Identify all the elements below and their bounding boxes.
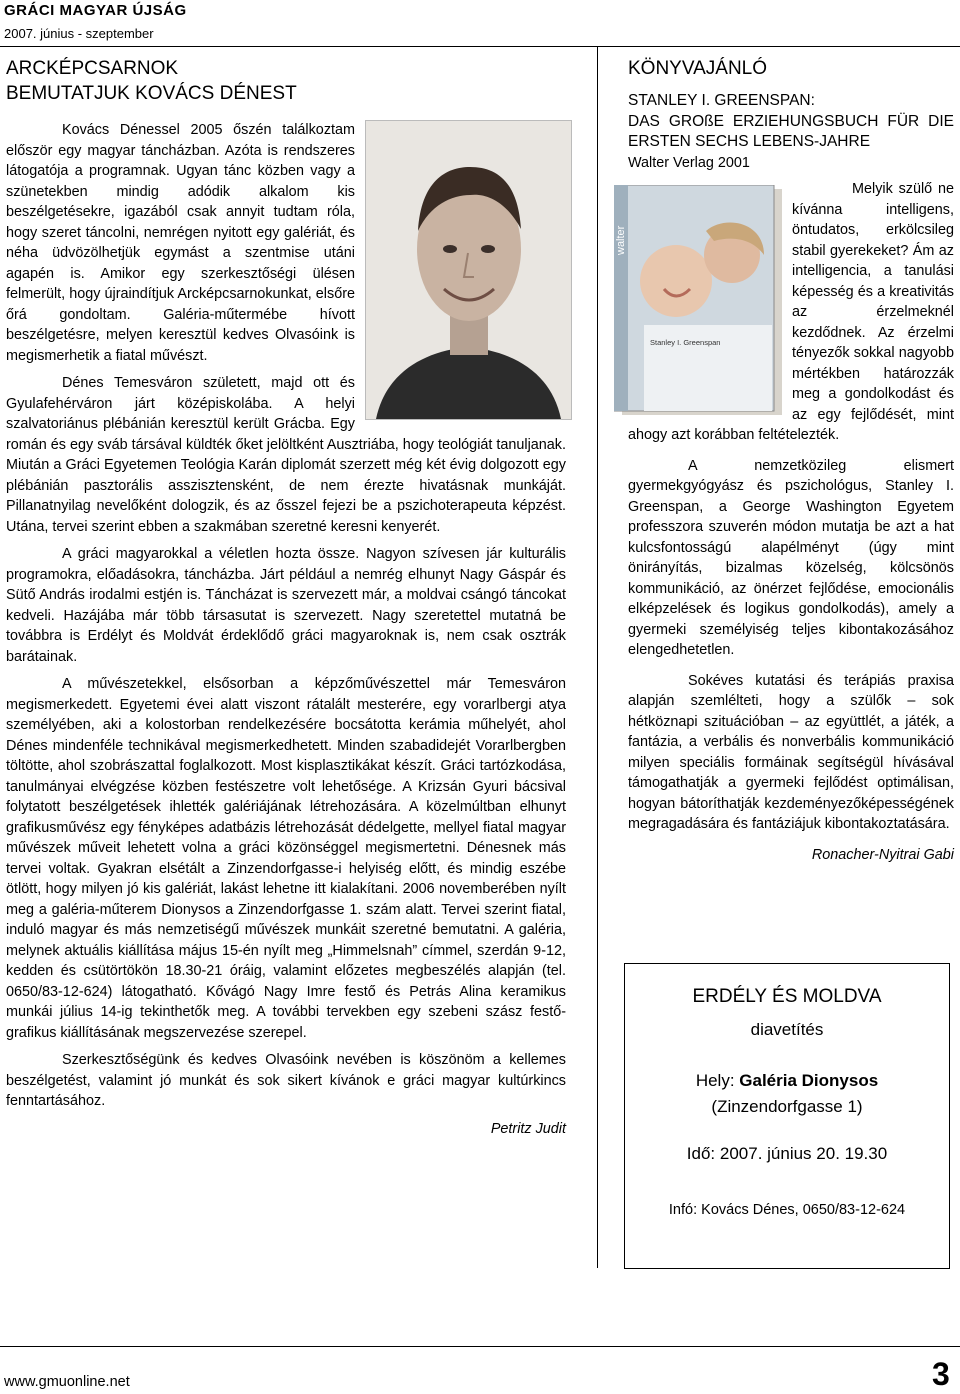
- book-cover-image: [614, 185, 784, 417]
- article-paragraph: A gráci magyarokkal a véletlen hozta össze. Nagyon szívesen jár kulturális programokra, előadásokra, táncházba. Járt például a nemrég elhunyt Nagy Gáspár és Sütő András irodalmi estjén is. Táncházat is szervezett már, a moldvai csángó táncokat kedveli. Hazájába már több társasutat is szervezett. Nagy szeretettel mutatná be továbbra is Erdélyt és Moldvát érdeklődő gráci magyaroknak is, nem csak osztrák barátainak.: [6, 546, 566, 665]
- review-paragraph: Sokéves kutatási és terápiás praxisa alapján szemlélteti, hogy a szülők – sok hétköznapi szituációban – az együttlét, a játék, a fantázia, a verbális és nonverbális kommunikáció milyen speciális formáinak segítségül hívásával támogathatják a gyermeki fejlődést optimálisan, hogyan bátoríthatják kezdeményezőképességének megragadására és fantáziájuk kibontakoztatására.: [628, 672, 954, 832]
- portrait-photo: [365, 120, 572, 420]
- book-section-title: KÖNYVAJÁNLÓ: [628, 58, 768, 79]
- article-column: [6, 56, 566, 1139]
- article-paragraph: Szerkesztőségünk és kedves Olvasóink nevében is köszönöm a kellemes beszélgetést, valamint jó munkát és sok sikert kívánok e gráci magyar kultúrkincs fenntartásához.: [6, 1052, 566, 1109]
- book-cover-author: Stanley I. Greenspan: [650, 338, 721, 347]
- event-venue: [625, 1071, 949, 1091]
- event-subtitle: diavetítés: [750, 1020, 824, 1039]
- book-author: STANLEY I. GREENSPAN:: [628, 92, 815, 109]
- footer-rule: [0, 1346, 960, 1347]
- header-rule: [0, 46, 960, 47]
- newspaper-title: GRÁCI MAGYAR ÚJSÁG: [4, 2, 187, 19]
- article-paragraph: Dénes Temesváron született, majd ott és Gyulafehérváron járt középiskolába. A helyi szalvatoriánus plébánián keresztül került Grácba. Egy román és egy sváb társával küldték őket jelöltként Ausztriába, hogy teológiát tanuljanak. Miután a Gráci Egyetemen Teológia Karán diplomát szerzett még két évig dolgozott egy plébánián pasztorális asszisztensként, de nem érezte hivatásnak munkáját. Pillanatnyilag nevelőként dologzik, és az ősszel fejezi be a pszichoterapeuta képzést. Utána, tervei szerint ebben a szakmában szeretné keresni kenyerét.: [6, 375, 566, 535]
- event-info: Infó: Kovács Dénes, 0650/83-12-624: [668, 1202, 906, 1218]
- event-time: Idő: 2007. június 20. 19.30: [686, 1144, 888, 1163]
- event-title: ERDÉLY ÉS MOLDVA: [692, 986, 882, 1007]
- article-paragraph: Kovács Dénessel 2005 őszén találkoztam először egy magyar táncházban. Azóta is rendszeres látogatója a programnak. Ugyan tánc közben vagy a szünetekben mindig adódik alkalom kis beszélgetésekre, igazából csak annyit tudtam róla, hogy szeret táncolni, nemrégen nyitott egy galériát, és néha üdvözölhetjük egymást a szentmise utáni agapén is. Amikor egy szerkesztőségi ülésen felmerült, hogy újraindítjuk Arcképcsarnokunkat, elsőre őrá gondoltam. Galéria-műtermébe hívott beszélgetésre, melyen keresztül kedves Olvasóink is megismerhetik a fiatal művészt.: [6, 122, 355, 364]
- article-title: BEMUTATJUK KOVÁCS DÉNEST: [6, 83, 297, 104]
- article-paragraph: A művészetekkel, elsősorban a képzőművészettel már Temesváron megismerkedett. Egyetemi évei alatt viszont rátalált mesterére, egy vorarlbergi atya személyében, aki a kolostorban rendelkezésére bocsátotta kerámia műhelyét, ahol Dénes mindenféle technikával megismerkedhetett. Minden szabadidejét Vorarlbergben töltötte, ahol szobrászattal foglalkozott. Most kisplasztikákat készít. Gráci tartózkodása, tanulmányai elvégzése közben festészetre volt lehetősége. A Krizsán Gyuri bácsival folytatott beszélgetések ihlették galériájának létrehozására. A közelmúltban elhunyt grafikusművész egy fényképes adatbázis létrehozását dédelgette, mellyel fiatal magyar művészek műveit lehetett volna a gráci közönséggel megismertetni. Dénesnek más tervei voltak. Gyakran elsétált a Zinzendorfgasse-i helyiség előtt, és mindig eszébe ötlött, hogy milyen jó kis galériát, lakást lehetne itt kialakítani. 2006 novemberében nyílt meg a galéria-műterem Dionysos a Zinzendorfgasse 1. szám alatt. Tervei szerint fiatal, induló magyar és más nemzetiségű művészek munkáit szeretné bemutatni. A galéria, melynek aktuális kiállítása május 15-én nyílt meg „Himmelsnah” címmel, szerdán 9-12, kedden és csütörtökön 18.30-21 óráig, valamint előzetes megbeszélés alapján (tel. 0650/83-12-624) látogatható. Kővágó Nagy Imre festő és Petrás Alina keramikus munkái július 14-ig tekinthetők meg. A további tervekben egy szebeni szász festő-grafikus kiállításának megszervezése szerepel.: [6, 676, 566, 1041]
- event-address: (Zinzendorfgasse 1): [711, 1097, 863, 1116]
- book-cover-brand: walter: [615, 225, 627, 255]
- review-paragraph: Melyik szülő ne kívánna intelligens, öntudatos, erkölcsileg stabil gyerekeket? Ám az intelligencia, a tanulási képesség és a kreativitás az érzelmeknél kezdődnek. Az érzelmi tényezők sokkal nagyobb mértékben határozzák meg a gondolkodást és az egy fejlődését, mint ahogy azt korábban feltételezték.: [628, 181, 954, 443]
- article-section-title: ARCKÉPCSARNOK: [6, 58, 179, 79]
- event-announcement-box: [624, 963, 950, 1269]
- book-publisher: Walter Verlag 2001: [628, 154, 750, 171]
- book-title: DAS GROßE ERZIEHUNGSBUCH FÜR DIE ERSTEN SECHS LEBENS-JAHRE: [628, 112, 954, 150]
- page-number: 3: [932, 1356, 950, 1392]
- column-divider: [597, 46, 598, 1268]
- book-review-column: [615, 56, 954, 865]
- venue-label: Hely:: [695, 1071, 740, 1090]
- venue-name: Galéria Dionysos: [739, 1071, 879, 1090]
- review-paragraph: A nemzetközileg elismert gyermekgyógyász és pszichológus, Stanley I. Greenspan, a George Washington Egyetem professzora szuverén módon mutatja be azt a hat kulcsfontosságú alapélményt (úgy mint önirányítás, bizalmas közelség, kölcsönös kommunikáció, az önérzet fejlődése, emocionális elképzelések és logikus gondolkodás), amely a gyermeki személyiség teljes kibontakozásához elengedhetetlen.: [628, 457, 954, 658]
- article-signature: Petritz Judit: [490, 1120, 566, 1137]
- review-signature: Ronacher-Nyitrai Gabi: [811, 846, 954, 863]
- footer-url: www.gmuonline.net: [4, 1374, 130, 1390]
- issue-date: 2007. június - szeptember: [4, 26, 154, 41]
